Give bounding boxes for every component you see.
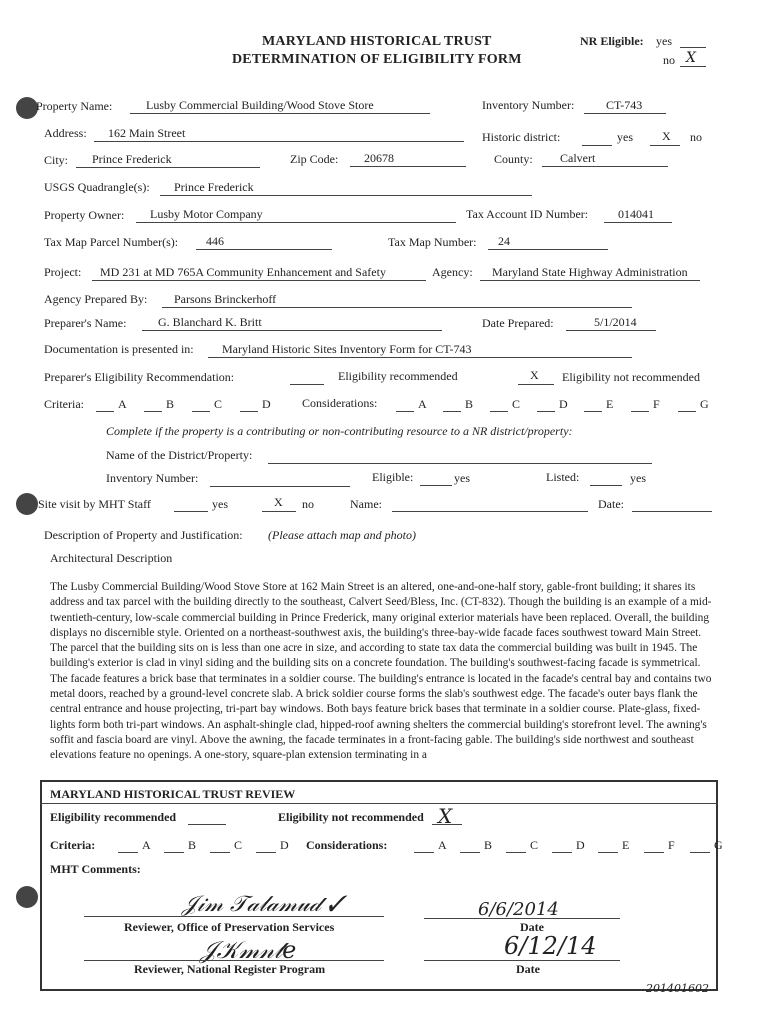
elig-not-rec-label: Eligibility not recommended bbox=[562, 370, 700, 384]
blank-line bbox=[598, 852, 618, 853]
option-letter: G bbox=[700, 397, 709, 411]
rec-blank bbox=[290, 384, 324, 385]
blank-line bbox=[460, 852, 480, 853]
city-line bbox=[76, 167, 260, 168]
review-not-rec-mark: X bbox=[438, 804, 453, 828]
district-name-line bbox=[268, 463, 652, 464]
hd-no-blank bbox=[650, 145, 680, 146]
option-letter: A bbox=[118, 397, 127, 411]
review-elig-not-rec: Eligibility not recommended bbox=[278, 810, 424, 824]
site-visit-label: Site visit by MHT Staff bbox=[38, 497, 151, 511]
form-title: MARYLAND HISTORICAL TRUST bbox=[262, 34, 492, 49]
hd-mark: X bbox=[662, 129, 671, 143]
review-rec-blank bbox=[188, 824, 226, 825]
blank-line bbox=[164, 852, 184, 853]
description-paragraph: The Lusby Commercial Building/Wood Stove Store at 162 Main Street is an altered, one-and-one-half story, gable-front building; it shares its address and tax parcel with the building directly to the southeast, Calvert Seed/Bless, Inc. (CT-832). Though the building is an example of a mid-twentieth-century, low-scale commercial building in Prince Frederick, many original exterior materials have been replaced. Overall, the building displays no discernible style. Oriented on a northeast-southwest axis, the building's three-bay-wide facade faces southwest toward Main Street. The parcel that the building sits on is less than one acre in size, and according to state tax data the commercial building was built in 1945. The building's exterior is clad in vinyl siding and the building sits on a concrete foundation. The building's southwest-facing facade is symmetrical. The facade features a brick base that terminates in a soldier course. The building's entrance is located in the facade's central bay and contains two metal doors, reached by a ground-level concrete slab. A brick soldier course forms the slab's southwest edge. The facade's outer bays flank the central entrance and house projecting, tri-part bay windows. Both bays feature brick bases that terminate in a soldier course. Plate-glass, fixed-lights form both tri-part windows. An asphalt-shingle clad, hipped-roof awning shelters the commercial building's storefront level. The awning's soffit and fascia board are vinyl. Above the awning, the facade terminates in a front-facing gable. The building's side northwest and southeast elevations feature no openings. A one-story, square-plan extension terminating in a bbox=[50, 581, 712, 762]
option-letter: B bbox=[465, 397, 474, 411]
date2-label: Date bbox=[516, 962, 540, 976]
blank-line bbox=[631, 411, 649, 412]
not-rec-blank bbox=[518, 384, 554, 385]
county-line bbox=[542, 166, 668, 167]
reviewer2-line bbox=[84, 960, 384, 961]
tax-account-value: 014041 bbox=[618, 207, 654, 221]
blank-line bbox=[210, 852, 230, 853]
option-letter: G bbox=[714, 838, 723, 852]
address-label: Address: bbox=[44, 126, 87, 140]
option-letter: B bbox=[484, 838, 493, 852]
option-letter: D bbox=[262, 397, 271, 411]
agency-line bbox=[480, 280, 700, 281]
parcel-value: 446 bbox=[206, 234, 224, 248]
reviewer2-date: 6/12/14 bbox=[504, 932, 597, 960]
blank-line bbox=[678, 411, 696, 412]
date-prepared-label: Date Prepared: bbox=[482, 316, 554, 330]
nr-yes-label: yes bbox=[656, 34, 672, 48]
blank-line bbox=[690, 852, 710, 853]
inventory-number-value: CT-743 bbox=[606, 98, 643, 112]
reviewer1-date-line bbox=[424, 918, 620, 919]
option-letter: E bbox=[622, 838, 630, 852]
nr-no-blank bbox=[680, 66, 706, 67]
inventory-number-line bbox=[584, 113, 666, 114]
tax-map-value: 24 bbox=[498, 234, 510, 248]
hd-yes-blank bbox=[582, 145, 612, 146]
blank-line bbox=[506, 852, 526, 853]
usgs-value: Prince Frederick bbox=[174, 180, 254, 194]
inv-num-line bbox=[210, 486, 350, 487]
option-letter: A bbox=[438, 838, 447, 852]
blank-line bbox=[537, 411, 555, 412]
eligible-yes-label: yes bbox=[454, 471, 470, 485]
owner-line bbox=[136, 222, 456, 223]
blank-line bbox=[240, 411, 258, 412]
inv-num-label: Inventory Number: bbox=[106, 471, 199, 485]
option-letter: A bbox=[142, 838, 151, 852]
review-title: MARYLAND HISTORICAL TRUST REVIEW bbox=[50, 787, 296, 801]
project-value: MD 231 at MD 765A Community Enhancement and Safety bbox=[100, 265, 386, 279]
agency-prepared-line bbox=[162, 307, 632, 308]
listed-blank bbox=[590, 485, 622, 486]
tax-account-label: Tax Account ID Number: bbox=[466, 207, 589, 221]
tax-map-line bbox=[488, 249, 608, 250]
reviewer2-signature: 𝒥𝒦𝓂𝓃𝓉𝑒 bbox=[200, 936, 297, 964]
hd-yes-label: yes bbox=[617, 130, 633, 144]
parcel-label: Tax Map Parcel Number(s): bbox=[44, 235, 179, 249]
option-letter: B bbox=[188, 838, 197, 852]
zip-line bbox=[350, 166, 466, 167]
sv-no-blank bbox=[262, 511, 296, 512]
description-label: Description of Property and Justification: bbox=[44, 528, 243, 542]
nr-yes-blank bbox=[680, 47, 706, 48]
preparer-value: G. Blanchard K. Britt bbox=[158, 315, 262, 329]
county-value: Calvert bbox=[560, 151, 596, 165]
sv-mark: X bbox=[274, 495, 283, 509]
date-line bbox=[632, 511, 712, 512]
sv-yes-blank bbox=[174, 511, 208, 512]
blank-line bbox=[256, 852, 276, 853]
historic-district-label: Historic district: bbox=[482, 130, 561, 144]
punch-hole-middle bbox=[16, 493, 38, 515]
review-criteria-label: Criteria: bbox=[50, 838, 96, 852]
district-name-label: Name of the District/Property: bbox=[106, 448, 253, 462]
inventory-number-label: Inventory Number: bbox=[482, 98, 575, 112]
usgs-line bbox=[160, 195, 532, 196]
project-label: Project: bbox=[44, 265, 82, 279]
blank-line bbox=[414, 852, 434, 853]
agency-value: Maryland State Highway Administration bbox=[492, 265, 688, 279]
elig-rec-label: Eligibility recommended bbox=[338, 369, 458, 383]
review-elig-rec: Eligibility recommended bbox=[50, 810, 177, 824]
agency-label: Agency: bbox=[432, 265, 473, 279]
owner-value: Lusby Motor Company bbox=[150, 207, 263, 221]
eligible-label: Eligible: bbox=[372, 470, 414, 484]
review-considerations-label: Considerations: bbox=[306, 838, 388, 852]
reviewer1-signature: 𝒥𝒾𝓂 𝒯𝒶𝓁𝒶𝓂𝓊𝒹 ✓ bbox=[182, 892, 345, 917]
blank-line bbox=[192, 411, 210, 412]
documentation-label: Documentation is presented in: bbox=[44, 342, 194, 356]
option-letter: F bbox=[668, 838, 675, 852]
blank-line bbox=[118, 852, 138, 853]
option-letter: E bbox=[606, 397, 614, 411]
reviewer2-date-line bbox=[424, 960, 620, 961]
county-label: County: bbox=[494, 152, 533, 166]
description-note: (Please attach map and photo) bbox=[268, 528, 416, 542]
mht-comments-label: MHT Comments: bbox=[50, 862, 141, 876]
blank-line bbox=[644, 852, 664, 853]
zip-value: 20678 bbox=[364, 151, 394, 165]
option-letter: F bbox=[653, 397, 660, 411]
zip-label: Zip Code: bbox=[290, 152, 339, 166]
tax-map-label: Tax Map Number: bbox=[388, 235, 477, 249]
footer-stamp: 201401602 bbox=[646, 982, 709, 995]
blank-line bbox=[552, 852, 572, 853]
agency-prepared-value: Parsons Brinckerhoff bbox=[174, 292, 277, 306]
usgs-label: USGS Quadrangle(s): bbox=[44, 180, 150, 194]
reviewer1-date: 6/6/2014 bbox=[478, 899, 559, 920]
date-prepared-line bbox=[566, 330, 656, 331]
documentation-value: Maryland Historic Sites Inventory Form for CT-743 bbox=[222, 342, 472, 356]
form-subtitle: DETERMINATION OF ELIGIBILITY FORM bbox=[232, 52, 522, 67]
option-letter: B bbox=[166, 397, 175, 411]
property-name-label: Property Name: bbox=[36, 99, 113, 113]
preparer-line bbox=[142, 330, 442, 331]
blank-line bbox=[144, 411, 162, 412]
arch-desc-label: Architectural Description bbox=[50, 551, 173, 565]
option-letter: C bbox=[512, 397, 521, 411]
blank-line bbox=[584, 411, 602, 412]
date-label: Date: bbox=[598, 497, 624, 511]
listed-label: Listed: bbox=[546, 470, 580, 484]
reviewer2-label: Reviewer, National Register Program bbox=[134, 962, 326, 976]
blank-line bbox=[396, 411, 414, 412]
option-letter: C bbox=[530, 838, 539, 852]
nr-eligible-label: NR Eligible: bbox=[580, 34, 644, 48]
review-title-rule bbox=[40, 803, 718, 804]
punch-hole-top bbox=[16, 97, 38, 119]
hd-no-label: no bbox=[690, 130, 702, 144]
option-letter: C bbox=[214, 397, 223, 411]
sv-yes-label: yes bbox=[212, 497, 228, 511]
criteria-label: Criteria: bbox=[44, 397, 84, 411]
punch-hole-bottom bbox=[16, 886, 38, 908]
option-letter: A bbox=[418, 397, 427, 411]
option-letter: D bbox=[576, 838, 585, 852]
nr-no-label: no bbox=[663, 53, 675, 67]
blank-line bbox=[96, 411, 114, 412]
property-name-line bbox=[130, 113, 430, 114]
option-letter: C bbox=[234, 838, 243, 852]
project-line bbox=[92, 280, 426, 281]
blank-line bbox=[490, 411, 508, 412]
preparer-label: Preparer's Name: bbox=[44, 316, 127, 330]
name-line bbox=[392, 511, 588, 512]
option-letter: D bbox=[559, 397, 568, 411]
date-prepared-value: 5/1/2014 bbox=[594, 315, 637, 329]
eligible-blank bbox=[420, 485, 452, 486]
reviewer1-label: Reviewer, Office of Preservation Services bbox=[124, 920, 335, 934]
property-name-value: Lusby Commercial Building/Wood Stove Store bbox=[146, 98, 374, 112]
city-label: City: bbox=[44, 153, 69, 167]
date1-label: Date bbox=[520, 920, 544, 934]
owner-label: Property Owner: bbox=[44, 208, 125, 222]
documentation-line bbox=[208, 357, 632, 358]
option-letter: D bbox=[280, 838, 289, 852]
sv-no-label: no bbox=[302, 497, 314, 511]
address-line bbox=[94, 141, 464, 142]
listed-yes-label: yes bbox=[630, 471, 646, 485]
agency-prepared-label: Agency Prepared By: bbox=[44, 292, 148, 306]
rec-mark: X bbox=[530, 368, 539, 382]
address-value: 162 Main Street bbox=[108, 126, 186, 140]
blank-line bbox=[443, 411, 461, 412]
contributing-note: Complete if the property is a contributing or non-contributing resource to a NR district/property: bbox=[106, 424, 573, 438]
nr-no-mark: X bbox=[686, 50, 696, 66]
recommendation-label: Preparer's Eligibility Recommendation: bbox=[44, 370, 235, 384]
tax-account-line bbox=[604, 222, 672, 223]
parcel-line bbox=[196, 249, 332, 250]
considerations-label: Considerations: bbox=[302, 396, 378, 410]
name-label: Name: bbox=[350, 497, 382, 511]
city-value: Prince Frederick bbox=[92, 152, 172, 166]
reviewer1-line bbox=[84, 916, 384, 917]
